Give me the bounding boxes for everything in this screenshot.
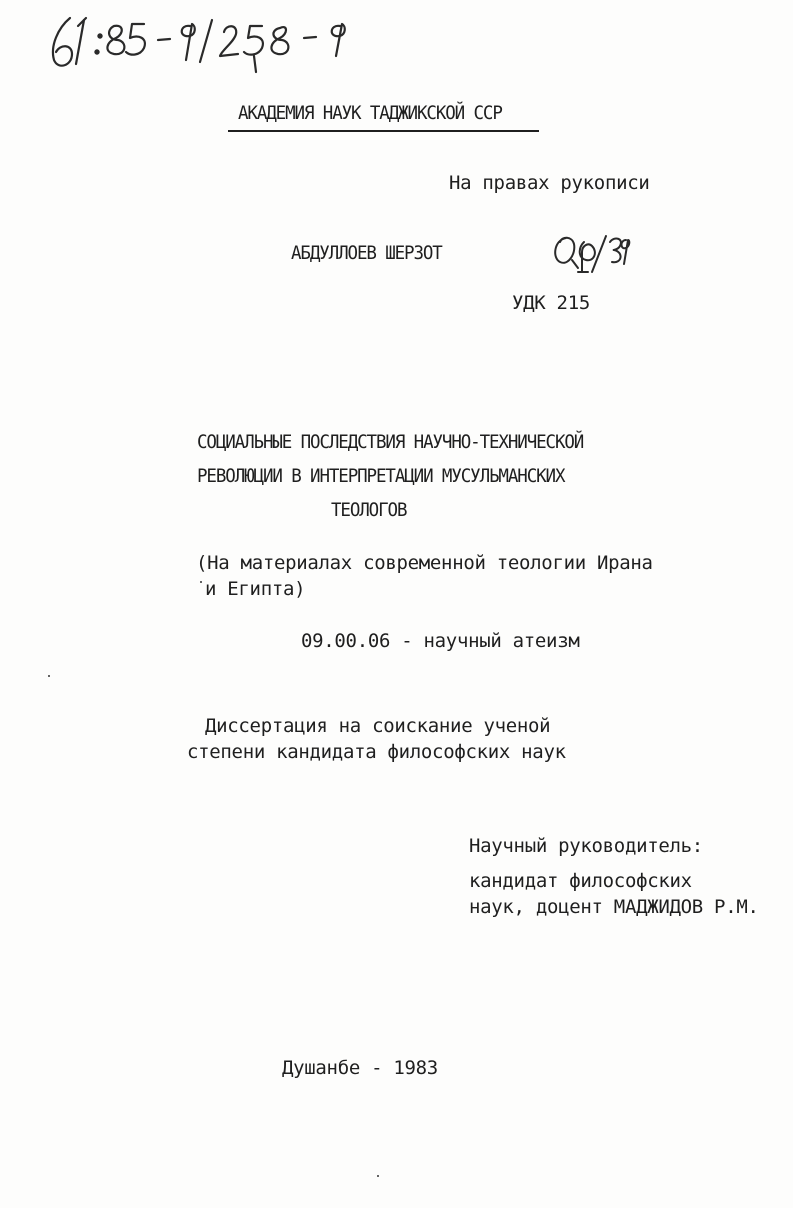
- paper-speck: [48, 675, 50, 677]
- specialty-code: 09.00.06 - научный атеизм: [301, 630, 580, 652]
- author-name: АБДУЛЛОЕВ ШЕРЗОТ: [291, 242, 442, 264]
- title-line-2: РЕВОЛЮЦИИ В ИНТЕРПРЕТАЦИИ МУСУЛЬМАНСКИХ: [197, 465, 565, 487]
- city-year: Душанбе - 1983: [282, 1057, 438, 1079]
- supervisor-label: Научный руководитель:: [469, 835, 703, 857]
- title-line-1: СОЦИАЛЬНЫЕ ПОСЛЕДСТВИЯ НАУЧНО-ТЕХНИЧЕСКОЙ: [197, 431, 584, 453]
- handwritten-shelf-mark: [40, 6, 430, 78]
- supervisor-line-1: кандидат философских: [469, 870, 692, 892]
- paper-speck: [200, 581, 202, 583]
- academy-heading: АКАДЕМИЯ НАУК ТАДЖИКСКОЙ ССР: [238, 102, 502, 124]
- handwritten-signature: [548, 228, 632, 284]
- heading-underline: [228, 130, 539, 132]
- dissertation-line-2: степени кандидата философских наук: [187, 741, 566, 763]
- udc-code: УДК 215: [512, 292, 590, 314]
- paper-speck: [377, 1175, 379, 1177]
- dissertation-line-1: Диссертация на соискание ученой: [205, 715, 551, 737]
- title-line-3: ТЕОЛОГОВ: [331, 499, 407, 521]
- subtitle-line-2: и Египта): [205, 578, 306, 600]
- supervisor-line-2: наук, доцент МАДЖИДОВ Р.М.: [469, 896, 759, 918]
- subtitle-line-1: (На материалах современной теологии Ирана: [196, 552, 653, 574]
- manuscript-note: На правах рукописи: [449, 172, 650, 194]
